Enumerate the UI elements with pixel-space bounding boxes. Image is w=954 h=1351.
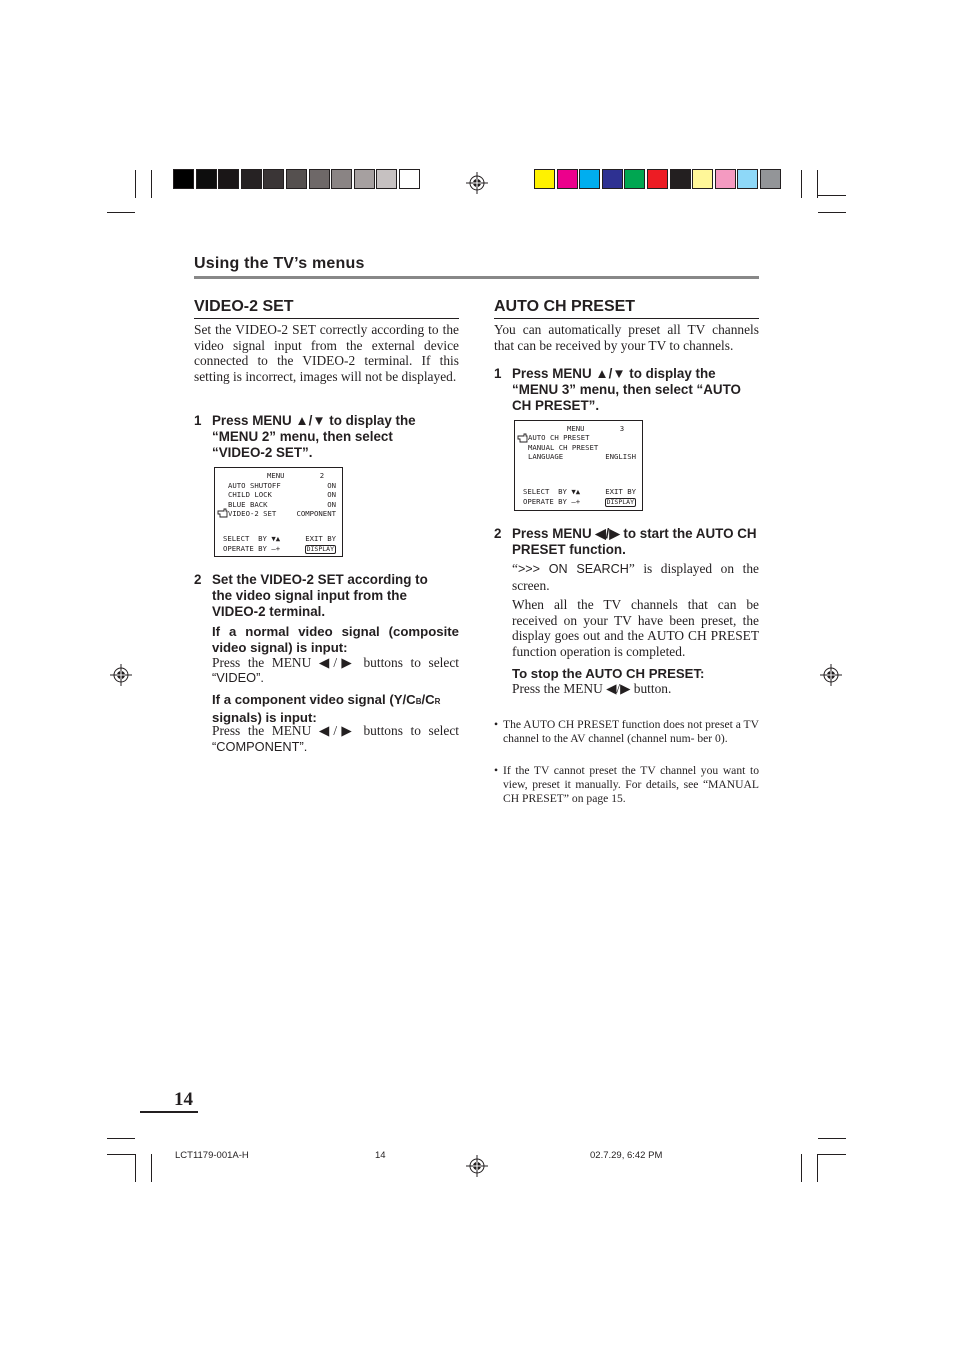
osd-row-label: LANGUAGE: [528, 452, 564, 461]
hand-pointer-icon: [517, 433, 528, 444]
auto-ch-step-2: [494, 526, 759, 560]
osd-exit-label: EXIT BY: [605, 487, 636, 496]
osd-row-value: ENGLISH: [605, 452, 636, 461]
search-msg-osd-text: >>> ON SEARCH: [517, 562, 629, 576]
note-item: [494, 764, 759, 806]
color-swatch: [376, 169, 397, 189]
registration-mark-icon: [820, 664, 842, 686]
osd-row-label: AUTO CH PRESET: [528, 433, 590, 442]
osd-exit-label: EXIT BY: [305, 534, 336, 543]
step-text: Press MENU ▲/▼ to display the “MENU 2” menu, then select “VIDEO-2 SET”.: [212, 413, 416, 460]
color-swatch: [624, 169, 645, 189]
osd-select-line: SELECT BY ▼▲: [523, 487, 581, 496]
component-signal-text: Press the MENU ◀/▶ buttons to select: [212, 723, 459, 738]
page-number-block: [140, 1089, 198, 1113]
color-swatch: [399, 169, 420, 189]
color-swatch: [241, 169, 262, 189]
auto-ch-preset-intro: You can automatically preset all TV channels that can be received by your TV to channels.: [494, 322, 759, 353]
component-heading-text: If a component video signal (Y/C: [212, 692, 416, 707]
color-swatch: [354, 169, 375, 189]
component-signal-heading: [212, 692, 462, 726]
color-swatch: [173, 169, 194, 189]
normal-signal-value: “VIDEO”.: [212, 670, 264, 685]
stop-heading: To stop the AUTO CH PRESET:: [512, 666, 705, 681]
color-swatch: [331, 169, 352, 189]
normal-signal-text: Press the MENU ◀/▶ buttons to select: [212, 655, 459, 670]
note-item: [494, 718, 759, 746]
video2-step-2: [194, 572, 459, 620]
auto-ch-preset-title: AUTO CH PRESET: [494, 298, 759, 319]
footer-doc-code: LCT1179-001A-H: [175, 1150, 249, 1161]
color-swatch: [760, 169, 781, 189]
color-swatch: [263, 169, 284, 189]
osd-row-value: ON: [327, 500, 336, 509]
osd-row-value: ON: [327, 481, 336, 490]
osd-row-value: COMPONENT: [296, 509, 336, 518]
color-swatch: [534, 169, 555, 189]
osd-row-label: BLUE BACK: [228, 500, 268, 509]
stop-text: Press the MENU ◀/▶ button.: [512, 681, 672, 696]
note-text: If the TV cannot preset the TV channel you want to view, preset it manually. For details, see “MANUAL CH PRESET” on page 15.: [503, 764, 759, 805]
display-key: DISPLAY: [606, 498, 634, 506]
osd-row-value: ON: [327, 490, 336, 499]
section-rule: [194, 276, 759, 279]
color-swatch: [286, 169, 307, 189]
menu3-osd-screen: [514, 420, 643, 511]
auto-ch-step-1: [494, 366, 759, 414]
video2-set-title: VIDEO-2 SET: [194, 298, 459, 319]
color-swatch: [218, 169, 239, 189]
color-swatch: [692, 169, 713, 189]
color-swatch: [670, 169, 691, 189]
search-msg-prefix: “: [512, 561, 518, 576]
bullet-icon: •: [494, 718, 499, 731]
registration-mark-icon: [110, 664, 132, 686]
osd-title: MENU 2: [267, 471, 325, 480]
osd-row-label: CHILD LOCK: [228, 490, 272, 499]
step-text: Press MENU ◀/▶ to start the AUTO CH PRESET function.: [512, 526, 757, 557]
osd-operate-line: OPERATE BY –+: [523, 497, 581, 506]
osd-row-label: MANUAL CH PRESET: [528, 443, 599, 452]
osd-row-label: AUTO SHUTOFF: [228, 481, 281, 490]
footer-timestamp: 02.7.29, 6:42 PM: [590, 1150, 663, 1161]
step-number: 2: [194, 572, 202, 587]
osd-title: MENU 3: [567, 424, 625, 433]
color-swatch: [196, 169, 217, 189]
video2-step-1: [194, 413, 459, 461]
step-number: 2: [494, 526, 502, 541]
step-number: 1: [194, 413, 202, 428]
registration-mark-icon: [466, 1155, 488, 1177]
search-message: [512, 561, 759, 593]
step-text: Set the VIDEO-2 SET according to the video signal input from the VIDEO-2 terminal.: [212, 572, 428, 619]
footer-page: 14: [375, 1150, 386, 1161]
section-header: Using the TV’s menus: [194, 255, 365, 272]
subscript-b: B: [415, 697, 422, 706]
color-swatch: [737, 169, 758, 189]
component-heading-text-2: signals) is input:: [212, 709, 317, 725]
registration-mark-icon: [466, 172, 488, 194]
color-swatch: [647, 169, 668, 189]
bullet-icon: •: [494, 764, 499, 777]
step-number: 1: [494, 366, 502, 381]
note-text: The AUTO CH PRESET function does not preset a TV channel to the AV channel (channel num- ber 0).: [503, 718, 760, 745]
complete-text: When all the TV channels that can be received on your TV have been preset, the display goes out and the AUTO CH PRESET function operation is completed.: [512, 597, 759, 659]
hand-pointer-icon: [217, 508, 228, 519]
osd-select-line: SELECT BY ▼▲: [223, 534, 281, 543]
osd-operate-line: OPERATE BY –+: [223, 544, 281, 553]
osd-row-label: VIDEO-2 SET: [228, 509, 277, 518]
normal-signal-heading: If a normal video signal (composite video signal) is input:: [212, 624, 459, 655]
search-msg-suffix: ” is displayed on the screen.: [512, 561, 759, 593]
display-key: DISPLAY: [306, 545, 334, 553]
page-number: 14: [174, 1089, 193, 1110]
video2-set-intro: Set the VIDEO-2 SET correctly according to the video signal input from the external device connected to the VIDEO-2 terminal. If this setting is incorrect, images will not be displayed.: [194, 322, 459, 384]
menu2-osd-screen: [214, 467, 343, 557]
color-swatch: [309, 169, 330, 189]
component-heading-sep: /C: [421, 692, 435, 707]
step-text: Press MENU ▲/▼ to display the “MENU 3” menu, then select “AUTO CH PRESET”.: [512, 366, 741, 413]
color-swatch: [715, 169, 736, 189]
subscript-r: R: [434, 697, 441, 706]
component-signal-value: “COMPONENT”.: [212, 739, 308, 754]
color-swatch: [602, 169, 623, 189]
color-swatch: [579, 169, 600, 189]
color-swatch: [557, 169, 578, 189]
